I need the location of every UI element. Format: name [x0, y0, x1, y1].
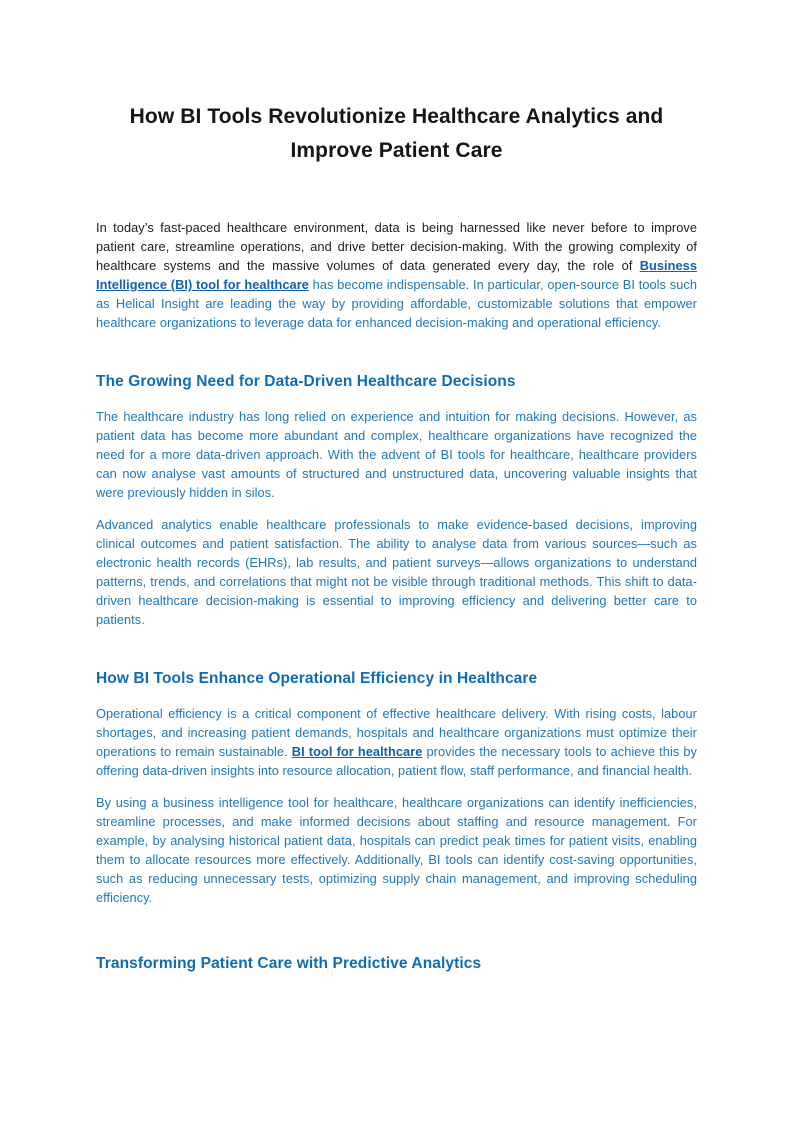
intro-lead-text: In today’s fast-paced healthcare environment, data is being harnessed like never before to improve patient care, streamline operations, and drive better decision-making. With the growing complexity of healthcare systems and the massive volumes of data generated every day, the role of — [96, 220, 697, 273]
section-heading-predictive-analytics: Transforming Patient Care with Predictive Analytics — [96, 955, 482, 972]
document-title: How BI Tools Revolutionize Healthcare Analytics and Improve Patient Care — [129, 105, 664, 162]
section1-paragraph-1: The healthcare industry has long relied on experience and intuition for making decisions. However, as patient data has become more abundant and complex, healthcare organizations have recognized the need for a more data-driven approach. With the advent of BI tools for healthcare, healthcare providers can now analyse vast amounts of structured and unstructured data, uncovering valuable insights that were previously hidden in silos. — [96, 409, 697, 500]
section2-paragraph-2: By using a business intelligence tool for healthcare, healthcare organizations can identify inefficiencies, streamline processes, and make informed decisions about staffing and resource management. For example, by analysing historical patient data, hospitals can predict peak times for patient visits, enabling them to allocate resources more effectively. Additionally, BI tools can identify cost-saving opportunities, such as reducing unnecessary tests, optimizing supply chain management, and improving scheduling efficiency. — [96, 795, 697, 905]
section2-before-link-text: Operational efficiency is a critical component of effective healthcare delivery. With rising costs, labour shortages, and increasing patient demands, hospitals and healthcare organizations must optimize their operations to remain sustainable. — [96, 706, 697, 759]
business-intelligence-tool-link[interactable]: Business Intelligence (BI) tool for healthcare — [96, 258, 697, 292]
intro-paragraph — [96, 218, 697, 332]
section2-after-link-text: provides the necessary tools to achieve this by offering data-driven insights into resource allocation, patient flow, staff performance, and financial health. — [96, 744, 698, 778]
section-heading-data-driven-decisions: The Growing Need for Data-Driven Healthcare Decisions — [96, 373, 516, 390]
intro-after-link-text: has become indispensable. In particular, open-source BI tools such as Helical Insight are leading the way by providing affordable, customizable solutions that empower healthcare organizations to leverage data for enhanced decision-making and operational efficiency. — [96, 277, 697, 330]
section2-paragraph-1 — [96, 704, 697, 780]
bi-tool-for-healthcare-link[interactable]: BI tool for healthcare — [291, 744, 423, 759]
section-heading-operational-efficiency: How BI Tools Enhance Operational Efficiency in Healthcare — [96, 670, 538, 687]
section1-paragraph-2: Advanced analytics enable healthcare professionals to make evidence-based decisions, improving clinical outcomes and patient satisfaction. The ability to analyse data from various sources—such as electronic health records (EHRs), lab results, and patient surveys—allows organizations to understand patterns, trends, and correlations that might not be visible through traditional methods. This shift to data-driven healthcare decision-making is essential to improving efficiency and delivering better care to patients. — [96, 517, 697, 627]
